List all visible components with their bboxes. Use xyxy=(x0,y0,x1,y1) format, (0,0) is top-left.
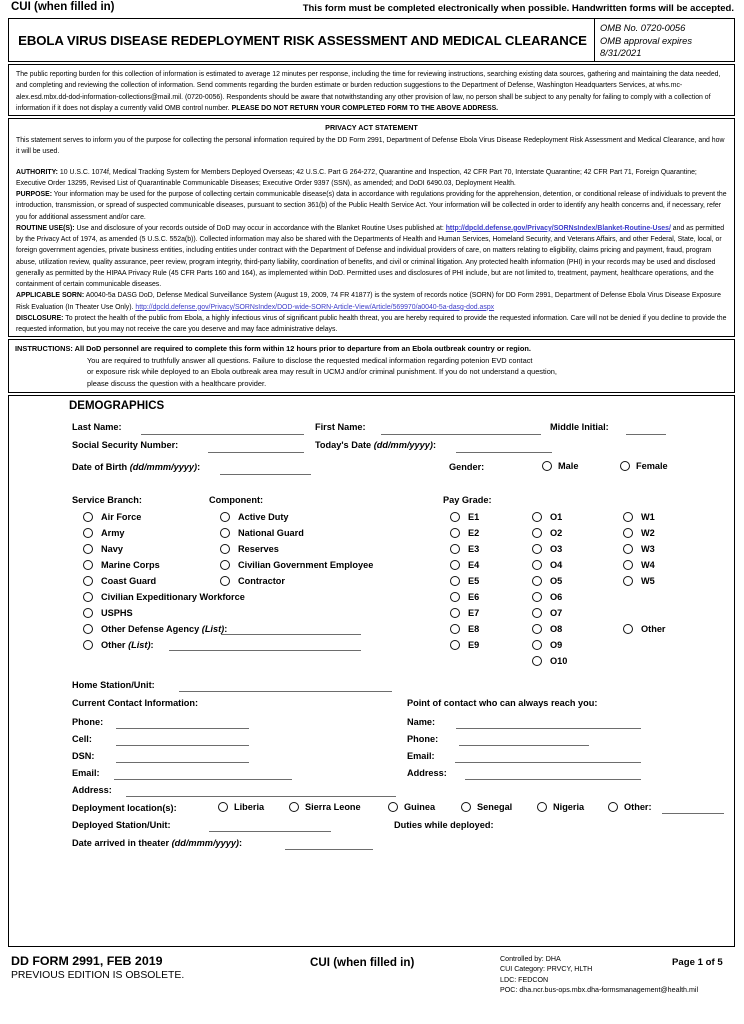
privacy-routine-use xyxy=(16,223,727,291)
sorn-label: APPLICABLE SORN: xyxy=(16,292,85,300)
contact-cell-input[interactable] xyxy=(116,745,249,746)
service-branch-label-other: Other (List): xyxy=(101,640,154,650)
date-of-birth-label: Date of Birth (dd/mmm/yyyy): xyxy=(72,462,201,472)
pay-grade-label-o5: O5 xyxy=(550,576,563,586)
contact-dsn-label: DSN: xyxy=(72,751,95,761)
instructions-line-4: please discuss the question with a healthcare provider. xyxy=(87,378,267,388)
deployment-label-nigeria: Nigeria xyxy=(553,802,585,812)
service-branch-label-coast-guard: Coast Guard xyxy=(101,576,157,586)
instructions-line-1 xyxy=(15,344,727,355)
component-label-national-guard: National Guard xyxy=(238,528,304,538)
footer-ldc: LDC: FEDCON xyxy=(500,975,549,984)
pay-grade-radio-e5[interactable] xyxy=(450,576,460,586)
ssn-input[interactable] xyxy=(208,452,304,453)
pay-grade-label-e7: E7 xyxy=(468,608,480,618)
pay-grade-radio-e2[interactable] xyxy=(450,528,460,538)
deployment-other-input[interactable] xyxy=(662,813,724,814)
service-branch-label-navy: Navy xyxy=(101,544,123,554)
pay-grade-label-o3: O3 xyxy=(550,544,563,554)
sorn-text: A0040-5a DASG DoD, Defense Medical Surveillance System (August 19, 2009, 74 FR 41877) is the system of records notice (SORN) for DD Form 2991, Department of Defense Ebola Virus Disease Exposure Risk Evaluation (In Theater Use Only). xyxy=(16,292,721,311)
pay-grade-label-e1: E1 xyxy=(468,512,480,522)
disclosure-text: To protect the health of the public from Ebola, a highly infectious virus of significant public health threat, you are hereby required to provide the requested information. Care will not be denied if you decline to provide the requested information, but you may not receive the care you deserve and may face administrative delays. xyxy=(16,314,727,333)
date-arrived-text: Date arrived in theater xyxy=(72,838,170,848)
service-branch-radio-coast-guard[interactable] xyxy=(83,576,93,586)
component-label-civilian-government-employee: Civilian Government Employee xyxy=(238,560,374,570)
first-name-input[interactable] xyxy=(381,434,541,435)
poc-address-input[interactable] xyxy=(465,779,641,780)
ssn-label: Social Security Number: xyxy=(72,440,179,450)
gender-radio-female[interactable] xyxy=(620,461,630,471)
pay-grade-radio-o1[interactable] xyxy=(532,512,542,522)
deployment-radio-nigeria[interactable] xyxy=(537,802,547,812)
pay-grade-radio-o7[interactable] xyxy=(532,608,542,618)
gender-label: Gender: xyxy=(449,462,485,472)
routine-use-label: ROUTINE USE(S): xyxy=(16,224,75,232)
todays-date-input[interactable] xyxy=(456,452,552,453)
current-contact-heading: Current Contact Information: xyxy=(72,698,199,708)
pay-grade-radio-e3[interactable] xyxy=(450,544,460,554)
burden-part1: The public reporting burden for this collection of information is estimated to average 12 minutes per response, including the time for reviewing instructions, searching existing data sources, gathering and maintaining the data needed, and completing and reviewing the collection of information. Send comments regarding the burden estimate or burden reduction suggestions to the Department of Defense, Washington Headquarters Services, at whs.mc-alex.esd.mbx.dd-dod-information-collections@mail.mil. (0720-0056). Respondents should be aware that notwithstanding any other provision of law, no person shall be subject to any penalty for failing to comply with a collection of information if it does not display a currently valid OMB control number. xyxy=(16,71,721,112)
pay-grade-radio-o4[interactable] xyxy=(532,560,542,570)
poc-email-input[interactable] xyxy=(455,762,641,763)
contact-phone-label: Phone: xyxy=(72,717,104,727)
deployment-radio-senegal[interactable] xyxy=(461,802,471,812)
last-name-input[interactable] xyxy=(141,434,304,435)
poc-name-label: Name: xyxy=(407,717,436,727)
deployment-locations-label: Deployment location(s): xyxy=(72,803,177,813)
todays-date-format: (dd/mm/yyyy) xyxy=(373,440,433,450)
privacy-act-heading: PRIVACY ACT STATEMENT xyxy=(325,123,418,132)
duties-label: Duties while deployed: xyxy=(394,820,494,830)
burden-part2: PLEASE DO NOT RETURN YOUR COMPLETED FORM TO THE ABOVE ADDRESS. xyxy=(231,104,499,112)
deployment-label-guinea: Guinea xyxy=(404,802,436,812)
poc-phone-label: Phone: xyxy=(407,734,439,744)
pay-grade-label-o7: O7 xyxy=(550,608,563,618)
contact-email-label: Email: xyxy=(72,768,100,778)
pay-grade-label-w1: W1 xyxy=(641,512,655,522)
pay-grade-radio-e6[interactable] xyxy=(450,592,460,602)
component-heading: Component: xyxy=(209,495,264,505)
dob-text: Date of Birth xyxy=(72,462,128,472)
pay-grade-label-e3: E3 xyxy=(468,544,480,554)
poc-phone-input[interactable] xyxy=(459,745,589,746)
service-branch-radio-civilian-expeditionary-workforce[interactable] xyxy=(83,592,93,602)
deployment-radio-liberia[interactable] xyxy=(218,802,228,812)
middle-initial-input[interactable] xyxy=(626,434,666,435)
purpose-text: Your information may be used for the purpose of collecting certain communicable disease(s) data in accordance with regulations providing for the apprehension, detention, or conditional release of individuals to prevent the introduction, transmission, or spread of suspected communicable diseases, pursuant to section 361(b) of the Public Health Service Act. Your information will be collected in order to identify any health concerns and, if necessary, refer you for additional assessment and/or care. xyxy=(16,191,727,221)
authority-label: AUTHORITY: xyxy=(16,168,58,176)
privacy-act-text xyxy=(16,135,727,335)
pay-grade-radio-w4[interactable] xyxy=(623,560,633,570)
pay-grade-label-o9: O9 xyxy=(550,640,563,650)
contact-dsn-input[interactable] xyxy=(116,762,249,763)
component-radio-civilian-government-employee[interactable] xyxy=(220,560,230,570)
deployed-station-input[interactable] xyxy=(209,831,331,832)
home-station-input[interactable] xyxy=(179,691,392,692)
deployment-label-other: Other: xyxy=(624,802,652,812)
other-defense-agency-format: (List) xyxy=(201,624,225,634)
omb-number: OMB No. 0720-0056 xyxy=(600,23,686,33)
pay-grade-radio-e9[interactable] xyxy=(450,640,460,650)
pay-grade-label-o2: O2 xyxy=(550,528,563,538)
pay-grade-label-w2: W2 xyxy=(641,528,655,538)
service-branch-heading: Service Branch: xyxy=(72,495,142,505)
service-branch-radio-army[interactable] xyxy=(83,528,93,538)
service-branch-label-civilian-expeditionary-workforce: Civilian Expeditionary Workforce xyxy=(101,592,245,602)
pay-grade-label-o6: O6 xyxy=(550,592,563,602)
pay-grade-radio-o10[interactable] xyxy=(532,656,542,666)
footer-cui-marking: CUI (when filled in) xyxy=(310,956,415,969)
privacy-purpose xyxy=(16,189,727,223)
gender-label-female: Female xyxy=(636,461,668,471)
pay-grade-label-e2: E2 xyxy=(468,528,480,538)
deployment-label-sierra-leone: Sierra Leone xyxy=(305,802,361,812)
gender-radio-male[interactable] xyxy=(542,461,552,471)
pay-grade-label-o8: O8 xyxy=(550,624,563,634)
component-label-contractor: Contractor xyxy=(238,576,285,586)
component-radio-reserves[interactable] xyxy=(220,544,230,554)
footer-poc: POC: dha.ncr.bus-ops.mbx.dha-formsmanagement@health.mil xyxy=(500,985,699,994)
deployment-radio-other[interactable] xyxy=(608,802,618,812)
contact-email-input[interactable] xyxy=(114,779,292,780)
todays-date-label: Today's Date (dd/mm/yyyy): xyxy=(315,440,436,450)
footer-cui-category: CUI Category: PRVCY, HLTH xyxy=(500,965,593,974)
instructions-line1-text: All DoD personnel are required to complete this form within 12 hours prior to departure from an Ebola outbreak country or region. xyxy=(72,344,531,353)
pay-grade-label-e4: E4 xyxy=(468,560,480,570)
privacy-act-box xyxy=(8,118,735,337)
contact-cell-label: Cell: xyxy=(72,734,92,744)
pay-grade-radio-w1[interactable] xyxy=(623,512,633,522)
pay-grade-label-w4: W4 xyxy=(641,560,655,570)
instructions-box xyxy=(8,339,735,393)
burden-statement-box xyxy=(8,64,735,116)
burden-statement-text xyxy=(16,69,727,114)
first-name-label: First Name: xyxy=(315,422,366,432)
home-station-label: Home Station/Unit: xyxy=(72,680,155,690)
other-defense-agency-input[interactable] xyxy=(221,634,361,635)
authority-text: 10 U.S.C. 1074f, Medical Tracking System for Members Deployed Overseas; 42 U.S.C. Part G 264-272, Quarantine and Inspection, 42 CFR Part 70, Interstate Quarantine; 42 CFR Part 71, Foreign Quarantine; Executive Order 13295, Revised List of Quarantinable Communicable Diseases; Executive Order 9397 (SSN), as amended; and DoDI 6490.03, Deployment Health. xyxy=(16,168,697,187)
footer-control-block xyxy=(500,954,698,995)
gender-label-male: Male xyxy=(558,461,579,471)
blanket-routine-uses-link[interactable]: http://dpcld.defense.gov/Privacy/SORNsIndex/Blanket-Routine-Uses/ xyxy=(445,224,671,232)
component-radio-contractor[interactable] xyxy=(220,576,230,586)
sorn-article-link[interactable]: http://dpcld.defense.gov/Privacy/SORNsIndex/DOD-wide-SORN-Article-View/Article/569970/a0040-5a-dasg-dod.aspx xyxy=(135,303,495,311)
poc-address-label: Address: xyxy=(407,768,447,778)
service-branch-label-army: Army xyxy=(101,528,125,538)
pay-grade-label-e8: E8 xyxy=(468,624,480,634)
contact-address-label: Address: xyxy=(72,785,112,795)
pay-grade-label-o1: O1 xyxy=(550,512,563,522)
pay-grade-radio-other[interactable] xyxy=(623,624,633,634)
privacy-disclosure xyxy=(16,313,727,336)
component-label-active-duty: Active Duty xyxy=(238,512,289,522)
component-radio-national-guard[interactable] xyxy=(220,528,230,538)
pay-grade-radio-e7[interactable] xyxy=(450,608,460,618)
service-branch-radio-other-defense-agency[interactable] xyxy=(83,624,93,634)
service-branch-radio-other[interactable] xyxy=(83,640,93,650)
pay-grade-radio-w5[interactable] xyxy=(623,576,633,586)
pay-grade-heading: Pay Grade: xyxy=(443,495,492,505)
pay-grade-radio-w3[interactable] xyxy=(623,544,633,554)
service-other-format: (List) xyxy=(128,640,151,650)
pay-grade-radio-e1[interactable] xyxy=(450,512,460,522)
omb-expiry-date: 8/31/2021 xyxy=(600,48,642,59)
pay-grade-label-w3: W3 xyxy=(641,544,655,554)
footer-previous-edition: PREVIOUS EDITION IS OBSOLETE. xyxy=(11,970,185,981)
instructions-label: INSTRUCTIONS: xyxy=(15,344,73,353)
pay-grade-radio-o5[interactable] xyxy=(532,576,542,586)
disclosure-label: DISCLOSURE: xyxy=(16,314,64,322)
pay-grade-label-e6: E6 xyxy=(468,592,480,602)
pay-grade-radio-w2[interactable] xyxy=(623,528,633,538)
pay-grade-label-o4: O4 xyxy=(550,560,563,570)
top-banner xyxy=(0,0,744,17)
pay-grade-radio-e4[interactable] xyxy=(450,560,460,570)
deployment-radio-guinea[interactable] xyxy=(388,802,398,812)
privacy-sorn xyxy=(16,290,727,313)
service-other-text: Other xyxy=(101,640,126,650)
middle-initial-label: Middle Initial: xyxy=(550,422,609,432)
date-arrived-format: (dd/mmm/yyyy) xyxy=(171,838,239,848)
privacy-intro: This statement serves to inform you of the purpose for collecting the personal information required by the DD Form 2991, Department of Defense Ebola Virus Disease Redeployment Risk Assessment and Medical Clearance, and how it will be used. xyxy=(16,137,725,156)
demographics-heading: DEMOGRAPHICS xyxy=(69,400,165,412)
service-branch-label-other-defense-agency: Other Defense Agency (List): xyxy=(101,624,228,634)
pay-grade-radio-o2[interactable] xyxy=(532,528,542,538)
privacy-spacer xyxy=(16,158,727,167)
purpose-label: PURPOSE: xyxy=(16,191,52,198)
service-branch-radio-marine-corps[interactable] xyxy=(83,560,93,570)
date-of-birth-input[interactable] xyxy=(220,474,311,475)
electronic-completion-note: This form must be completed electronically when possible. Handwritten forms will be accepted. xyxy=(302,3,734,14)
service-branch-label-air-force: Air Force xyxy=(101,512,142,522)
pay-grade-label-e9: E9 xyxy=(468,640,480,650)
pay-grade-label-w5: W5 xyxy=(641,576,655,586)
instructions-line-2: You are required to truthfully answer all questions. Failure to disclose the requested medical information regarding potenion EVD contact xyxy=(87,355,533,365)
last-name-label: Last Name: xyxy=(72,422,122,432)
footer-controlled-by: Controlled by: DHA xyxy=(500,955,561,963)
date-arrived-label: Date arrived in theater (dd/mmm/yyyy): xyxy=(72,838,243,848)
form-title: EBOLA VIRUS DISEASE REDEPLOYMENT RISK ASSESSMENT AND MEDICAL CLEARANCE xyxy=(18,32,587,48)
service-other-input[interactable] xyxy=(169,650,361,651)
routine-use-text-a: Use and disclosure of your records outside of DoD may occur in accordance with the Blanket Routine Uses published at: xyxy=(74,224,446,232)
poc-name-input[interactable] xyxy=(456,728,641,729)
date-arrived-input[interactable] xyxy=(285,849,373,850)
routine-use-text-b: and as permitted by the Privacy Act of 1974, as amended (5 U.S.C. 552a(b)). Collected information may also be shared with the Departments of Health and Human Services, Homeland Security, and Veterans Affairs, and other Federal, State, local, or foreign government agencies, private business entities, including entities under contract with the Department of Defense and individual providers of care, on matters relating to eligibility, claims pricing and payment, fraud, program abuse, utilization review, quality assurance, peer review, program integrity, third-party liability, coordination of benefits, and civil or criminal litigation. Any protected health information (PHI) in your records may be used and disclosed generally as permitted by the HIPAA Privacy Rule (45 CFR Parts 160 and 164), as implemented within DoD. Permitted uses and disclosures of PHI include, but are not limited to, treatment, payment, healthcare operations, and the containment of certain communicable diseases. xyxy=(16,224,725,288)
pay-grade-radio-o3[interactable] xyxy=(532,544,542,554)
service-branch-label-marine-corps: Marine Corps xyxy=(101,560,160,570)
deployment-radio-sierra-leone[interactable] xyxy=(289,802,299,812)
todays-date-text: Today's Date xyxy=(315,440,372,450)
poc-email-label: Email: xyxy=(407,751,435,761)
component-radio-active-duty[interactable] xyxy=(220,512,230,522)
service-branch-label-usphs: USPHS xyxy=(101,608,133,618)
pay-grade-radio-e8[interactable] xyxy=(450,624,460,634)
component-label-reserves: Reserves xyxy=(238,544,279,554)
dob-format: (dd/mmm/yyyy) xyxy=(129,462,198,472)
service-branch-radio-usphs[interactable] xyxy=(83,608,93,618)
pay-grade-label-o10: O10 xyxy=(550,656,568,666)
deployment-label-liberia: Liberia xyxy=(234,802,265,812)
demographics-section xyxy=(8,395,735,947)
poc-heading: Point of contact who can always reach you: xyxy=(407,698,598,708)
omb-info-cell xyxy=(594,19,734,61)
other-defense-agency-text: Other Defense Agency xyxy=(101,624,200,634)
form-title-box xyxy=(8,18,735,62)
instructions-line-3: or exposure risk while deployed to an Ebola outbreak area may result in UCMJ and/or criminal punishment. If you do not understand a question, xyxy=(87,367,557,377)
deployed-station-label: Deployed Station/Unit: xyxy=(72,820,171,830)
deployment-label-senegal: Senegal xyxy=(477,802,513,812)
pay-grade-radio-o8[interactable] xyxy=(532,624,542,634)
service-branch-radio-air-force[interactable] xyxy=(83,512,93,522)
privacy-authority xyxy=(16,167,727,190)
cui-marking-top: CUI (when filled in) xyxy=(11,1,115,13)
pay-grade-radio-o9[interactable] xyxy=(532,640,542,650)
contact-address-input[interactable] xyxy=(126,796,396,797)
pay-grade-label-other: Other xyxy=(641,624,666,634)
pay-grade-radio-o6[interactable] xyxy=(532,592,542,602)
service-branch-radio-navy[interactable] xyxy=(83,544,93,554)
contact-phone-input[interactable] xyxy=(116,728,249,729)
footer-form-id: DD FORM 2991, FEB 2019 xyxy=(11,954,163,968)
pay-grade-label-e5: E5 xyxy=(468,576,480,586)
footer-page-number: Page 1 of 5 xyxy=(672,957,723,968)
omb-expiry-label: OMB approval expires xyxy=(600,35,692,46)
